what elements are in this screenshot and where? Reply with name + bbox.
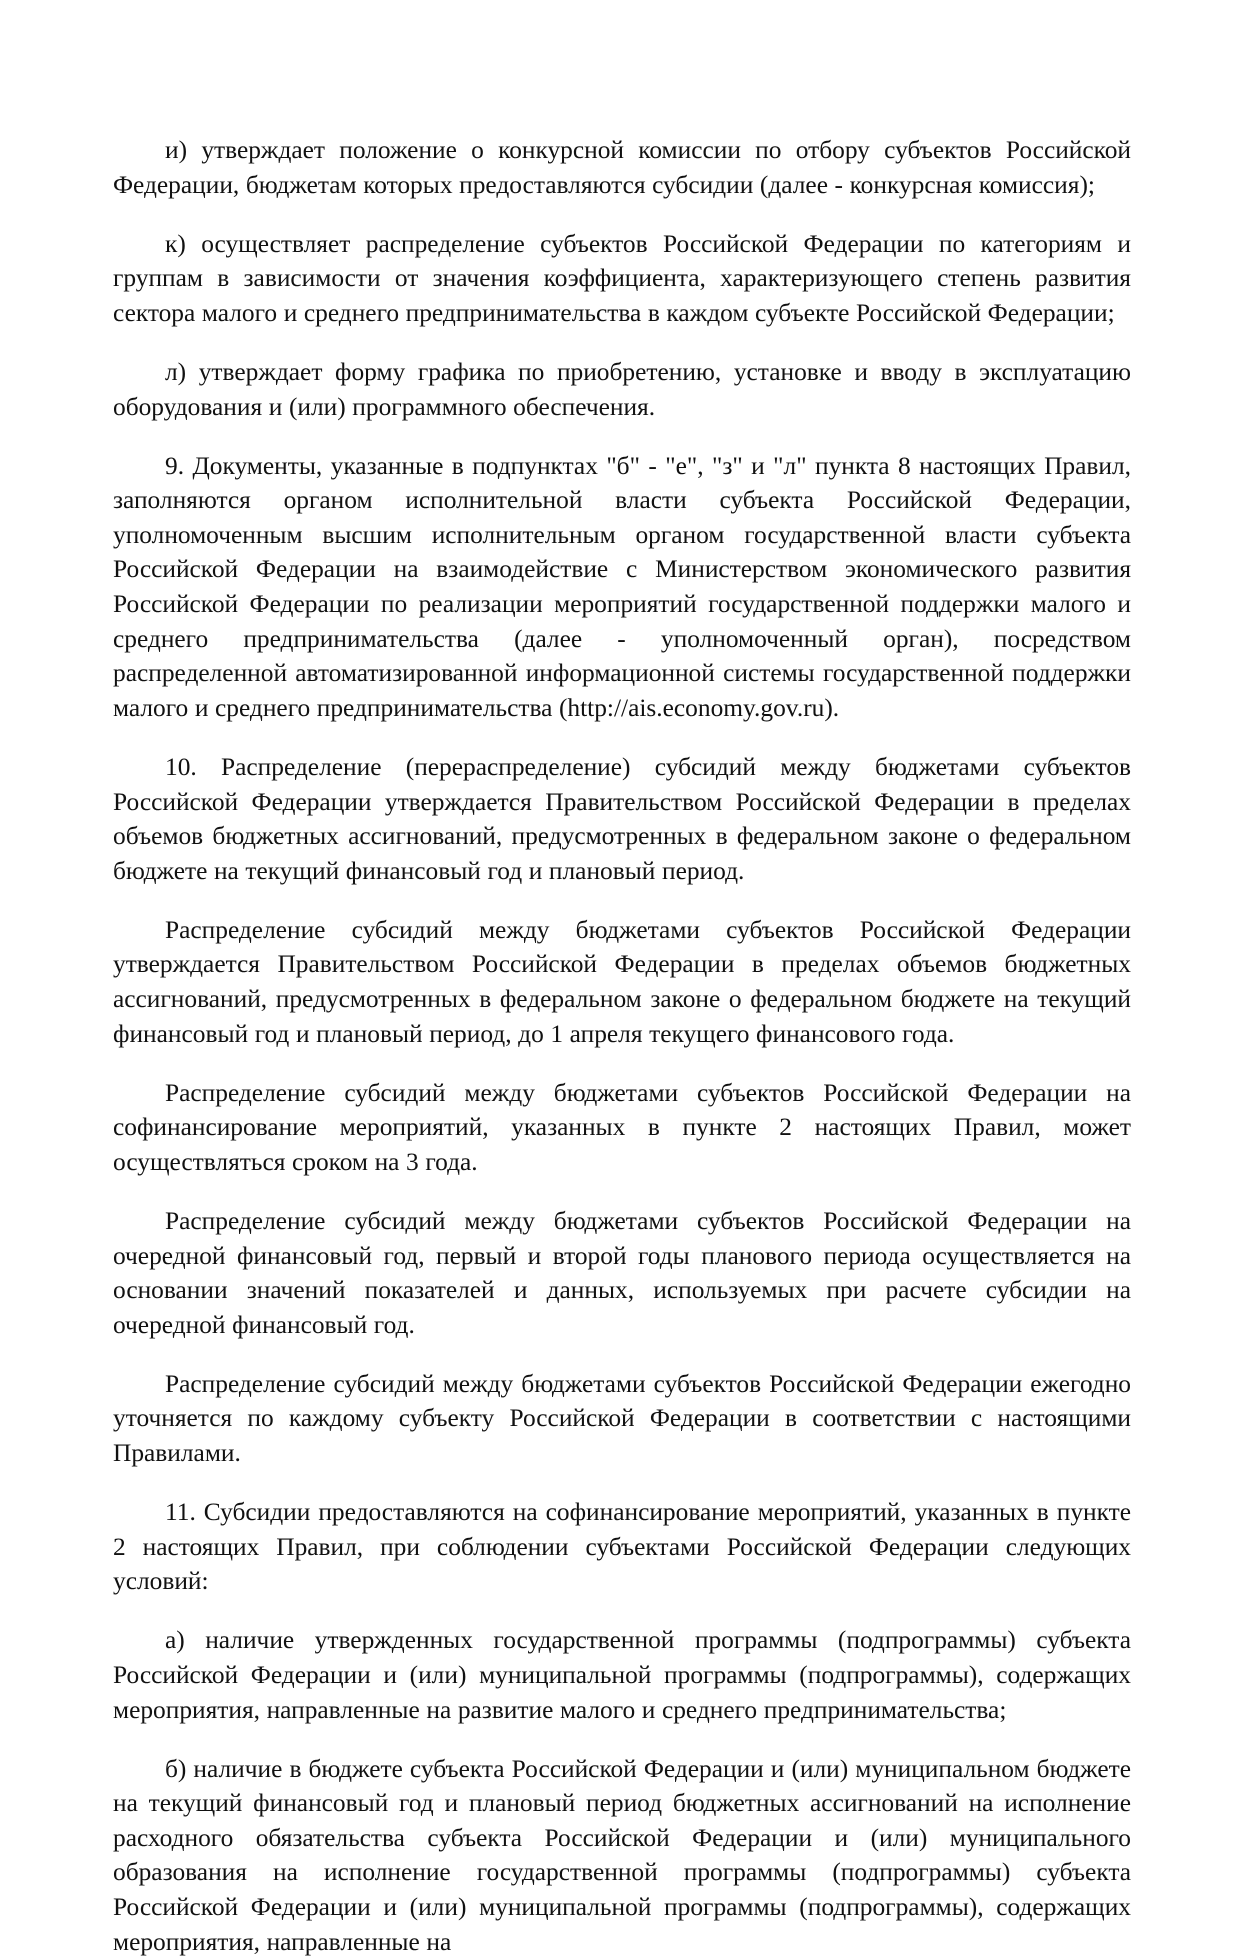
paragraph-clause-9: 9. Документы, указанные в подпунктах "б" - "е", "з" и "л" пункта 8 настоящих Правил, заполняются органом исполнительной власти субъекта Российской Федерации, уполномоченным высшим исполнительным органом государственной власти субъекта Российской Федерации на взаимодействие с Министерством экономического развития Российской Федерации по реализации мероприятий государственной поддержки малого и среднего предпринимательства (далее - уполномоченный орган), посредством распределенной автоматизированной информационной системы государственной поддержки малого и среднего предпринимательства (http://ais.economy.gov.ru). xyxy=(113,451,1131,722)
paragraph-clause-10-p4: Распределение субсидий между бюджетами субъектов Российской Федерации на очередной финансовый год, первый и второй годы планового периода осуществляется на основании значений показателей и данных, используемых при расчете субсидии на очередной финансовый год. xyxy=(113,1206,1131,1339)
paragraph-clause-11: 11. Субсидии предоставляются на софинансирование мероприятий, указанных в пункте 2 настоящих Правил, при соблюдении субъектами Российской Федерации следующих условий: xyxy=(113,1498,1131,1596)
paragraph-clause-10-p5: Распределение субсидий между бюджетами субъектов Российской Федерации ежегодно уточняется по каждому субъекту Российской Федерации в соответствии с настоящими Правилами. xyxy=(113,1369,1131,1467)
paragraph-item-k: к) осуществляет распределение субъектов Российской Федерации по категориям и группам в зависимости от значения коэффициента, характеризующего степень развития сектора малого и среднего предпринимательства в каждом субъекте Российской Федерации; xyxy=(113,229,1131,327)
document-text-column xyxy=(113,133,1131,1959)
paragraph-clause-11-b: б) наличие в бюджете субъекта Российской Федерации и (или) муниципальном бюджете на текущий финансовый год и плановый период бюджетных ассигнований на исполнение расходного обязательства субъекта Российской Федерации и (или) муниципального образования на исполнение государственной программы (подпрограммы) субъекта Российской Федерации и (или) муниципальной программы (подпрограммы), содержащих мероприятия, направленные на xyxy=(113,1754,1131,1956)
paragraph-clause-10-p2: Распределение субсидий между бюджетами субъектов Российской Федерации утверждается Правительством Российской Федерации в пределах объемов бюджетных ассигнований, предусмотренных в федеральном законе о федеральном бюджете на текущий финансовый год и плановый период, до 1 апреля текущего финансового года. xyxy=(113,915,1131,1048)
paragraph-clause-10: 10. Распределение (перераспределение) субсидий между бюджетами субъектов Российской Федерации утверждается Правительством Российской Федерации в пределах объемов бюджетных ассигнований, предусмотренных в федеральном законе о федеральном бюджете на текущий финансовый год и плановый период. xyxy=(113,752,1131,885)
paragraph-item-i: и) утверждает положение о конкурсной комиссии по отбору субъектов Российской Федерации, бюджетам которых предоставляются субсидии (далее - конкурсная комиссия); xyxy=(113,136,1131,199)
paragraph-clause-10-p3: Распределение субсидий между бюджетами субъектов Российской Федерации на софинансирование мероприятий, указанных в пункте 2 настоящих Правил, может осуществляться сроком на 3 года. xyxy=(113,1078,1131,1176)
paragraph-clause-11-a: а) наличие утвержденных государственной программы (подпрограммы) субъекта Российской Федерации и (или) муниципальной программы (подпрограммы), содержащих мероприятия, направленные на развитие малого и среднего предпринимательства; xyxy=(113,1626,1131,1724)
paragraph-item-l: л) утверждает форму графика по приобретению, установке и вводу в эксплуатацию оборудования и (или) программного обеспечения. xyxy=(113,357,1131,421)
